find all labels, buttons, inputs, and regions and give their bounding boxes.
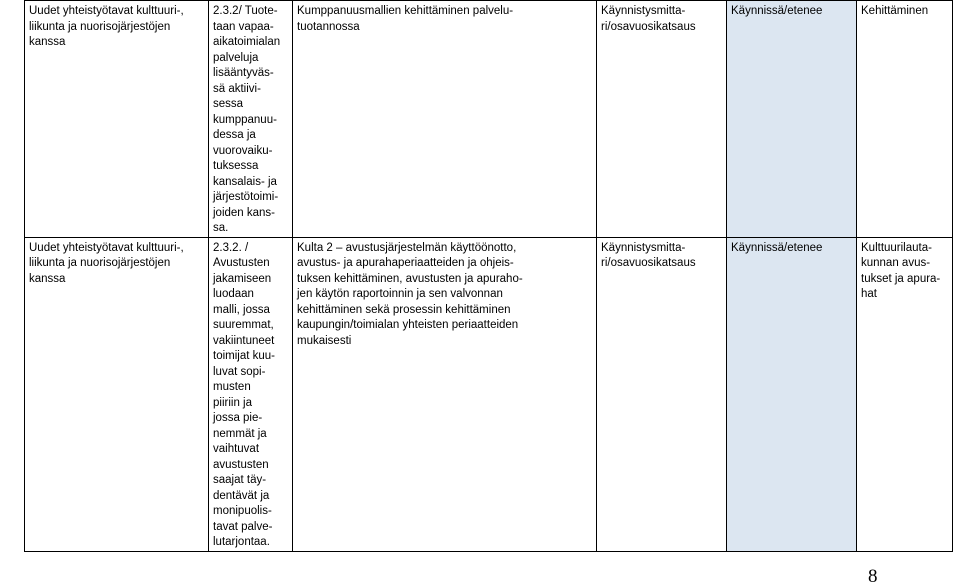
- action-cell: 2.3.2/ Tuote- taan vapaa- aikatoimialan palveluja lisääntyväs- sä aktiivi- sessa kumppanuu- dessa ja vuorovaiku- tuksessa kansalais- ja järjestötoimi- joiden kans- sa.: [209, 1, 293, 238]
- table-row: [25, 237, 953, 551]
- description-cell: Kumppanuusmallien kehittäminen palvelu- tuotannossa: [293, 1, 597, 238]
- page-number: 8: [868, 566, 878, 587]
- status-cell: Käynnissä/etenee: [727, 1, 857, 238]
- description-cell: Kulta 2 – avustusjärjestelmän käyttöönotto, avustus- ja apurahaperiaatteiden ja ohjeis- tuksen kehittäminen, avustusten ja apuraho- jen käytön raportoinnin ja sen valvonnan kehittäminen sekä prosessin kehittäminen kaupungin/toimialan yhteisten periaatteiden mukaisesti: [293, 237, 597, 551]
- owner-cell: Käynnistysmitta- ri/osavuosikatsaus: [597, 1, 727, 238]
- action-plan-table: [24, 0, 953, 552]
- status-cell: Käynnissä/etenee: [727, 237, 857, 551]
- goal-cell: Uudet yhteistyötavat kulttuuri-, liikunta ja nuorisojärjestöjen kanssa: [25, 237, 209, 551]
- owner-cell: Käynnistysmitta- ri/osavuosikatsaus: [597, 237, 727, 551]
- note-cell: Kulttuurilauta- kunnan avus- tukset ja apura- hat: [857, 237, 953, 551]
- note-cell: Kehittäminen: [857, 1, 953, 238]
- goal-cell: Uudet yhteistyötavat kulttuuri-, liikunta ja nuorisojärjestöjen kanssa: [25, 1, 209, 238]
- table-row: [25, 1, 953, 238]
- action-cell: 2.3.2. / Avustusten jakamiseen luodaan malli, jossa suuremmat, vakiintuneet toimijat kuu- luvat sopi- musten piiriin ja jossa pie- nemmät ja vaihtuvat avustusten saajat täy- dentävät ja monipuolis- tavat palve- lutarjontaa.: [209, 237, 293, 551]
